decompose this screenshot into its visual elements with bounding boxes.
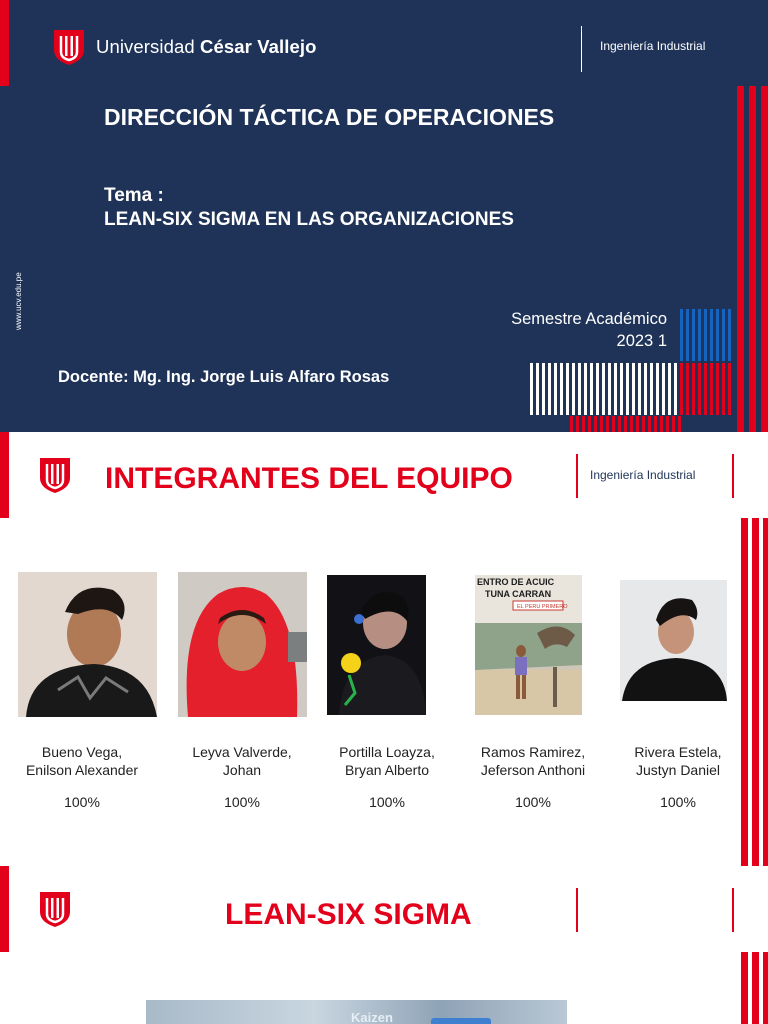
member-surname: Ramos Ramirez,: [480, 744, 586, 760]
member-given-name: Jeferson Anthoni: [480, 762, 586, 778]
member-surname: Leyva Valverde,: [192, 744, 292, 760]
course-title: DIRECCIÓN TÁCTICA DE OPERACIONES: [104, 104, 555, 130]
member-surname: Portilla Loayza,: [339, 744, 435, 760]
member-percent: 100%: [64, 794, 100, 810]
photo-sign-line1: ENTRO DE ACUIC: [477, 577, 555, 587]
member-given-name: Johan: [222, 762, 262, 778]
semester-label: Semestre Académico: [511, 310, 667, 328]
diagram-node: [431, 1018, 491, 1024]
ucv-shield-icon: [38, 890, 72, 928]
member-surname: Rivera Estela,: [634, 744, 722, 760]
red-edge-bar: [0, 432, 9, 518]
member-photo: [620, 580, 727, 701]
department-label: Ingeniería Industrial: [600, 39, 706, 53]
website-vertical: www.ucv.edu.pe: [14, 272, 23, 330]
photo-sign-line3: EL PERU PRIMERO: [517, 604, 568, 610]
university-name: Universidad César Vallejo: [96, 36, 317, 57]
member-photo: [327, 575, 426, 715]
member-photo: [178, 572, 307, 717]
photo-sign-line2: TUNA CARRAN: [485, 589, 552, 599]
member-percent: 100%: [660, 794, 696, 810]
member-name: [453, 743, 613, 779]
member-photo: [18, 572, 157, 717]
department-label: Ingeniería Industrial: [590, 468, 696, 482]
member-given-name: Justyn Daniel: [635, 762, 721, 778]
member-name: [307, 743, 467, 779]
red-edge-bar: [0, 866, 9, 952]
member-name: [598, 743, 758, 779]
ucv-shield-icon: [38, 456, 72, 494]
header-divider-right: [732, 454, 734, 498]
header-divider-left: [576, 454, 578, 498]
member-percent: 100%: [224, 794, 260, 810]
member-given-name: Enilson Alexander: [25, 762, 139, 778]
decorative-stripes: [736, 952, 768, 1024]
kaizen-diagram-image: [146, 1000, 567, 1024]
header-divider-right: [732, 888, 734, 932]
member-percent: 100%: [369, 794, 405, 810]
decorative-stripes: [736, 518, 768, 866]
topic-value: LEAN-SIX SIGMA EN LAS ORGANIZACIONES: [104, 209, 514, 230]
slide-title: LEAN-SIX SIGMA: [225, 898, 472, 931]
topic-label: Tema :: [104, 185, 164, 206]
team-title: INTEGRANTES DEL EQUIPO: [105, 462, 513, 495]
member-percent: 100%: [515, 794, 551, 810]
lean-six-sigma-slide: [0, 866, 768, 1024]
member-given-name: Bryan Alberto: [344, 762, 430, 778]
member-photo: [475, 575, 582, 715]
teacher-name: Docente: Mg. Ing. Jorge Luis Alfaro Rosas: [58, 368, 390, 386]
member-name: [162, 743, 322, 779]
member-name: [2, 743, 162, 779]
member-surname: Bueno Vega,: [41, 744, 123, 760]
title-slide: [0, 0, 768, 432]
decorative-stripes: [0, 0, 768, 432]
semester-value: 2023 1: [616, 332, 667, 350]
kaizen-label: Kaizen: [351, 1010, 393, 1024]
team-slide: [0, 432, 768, 866]
header-divider-left: [576, 888, 578, 932]
